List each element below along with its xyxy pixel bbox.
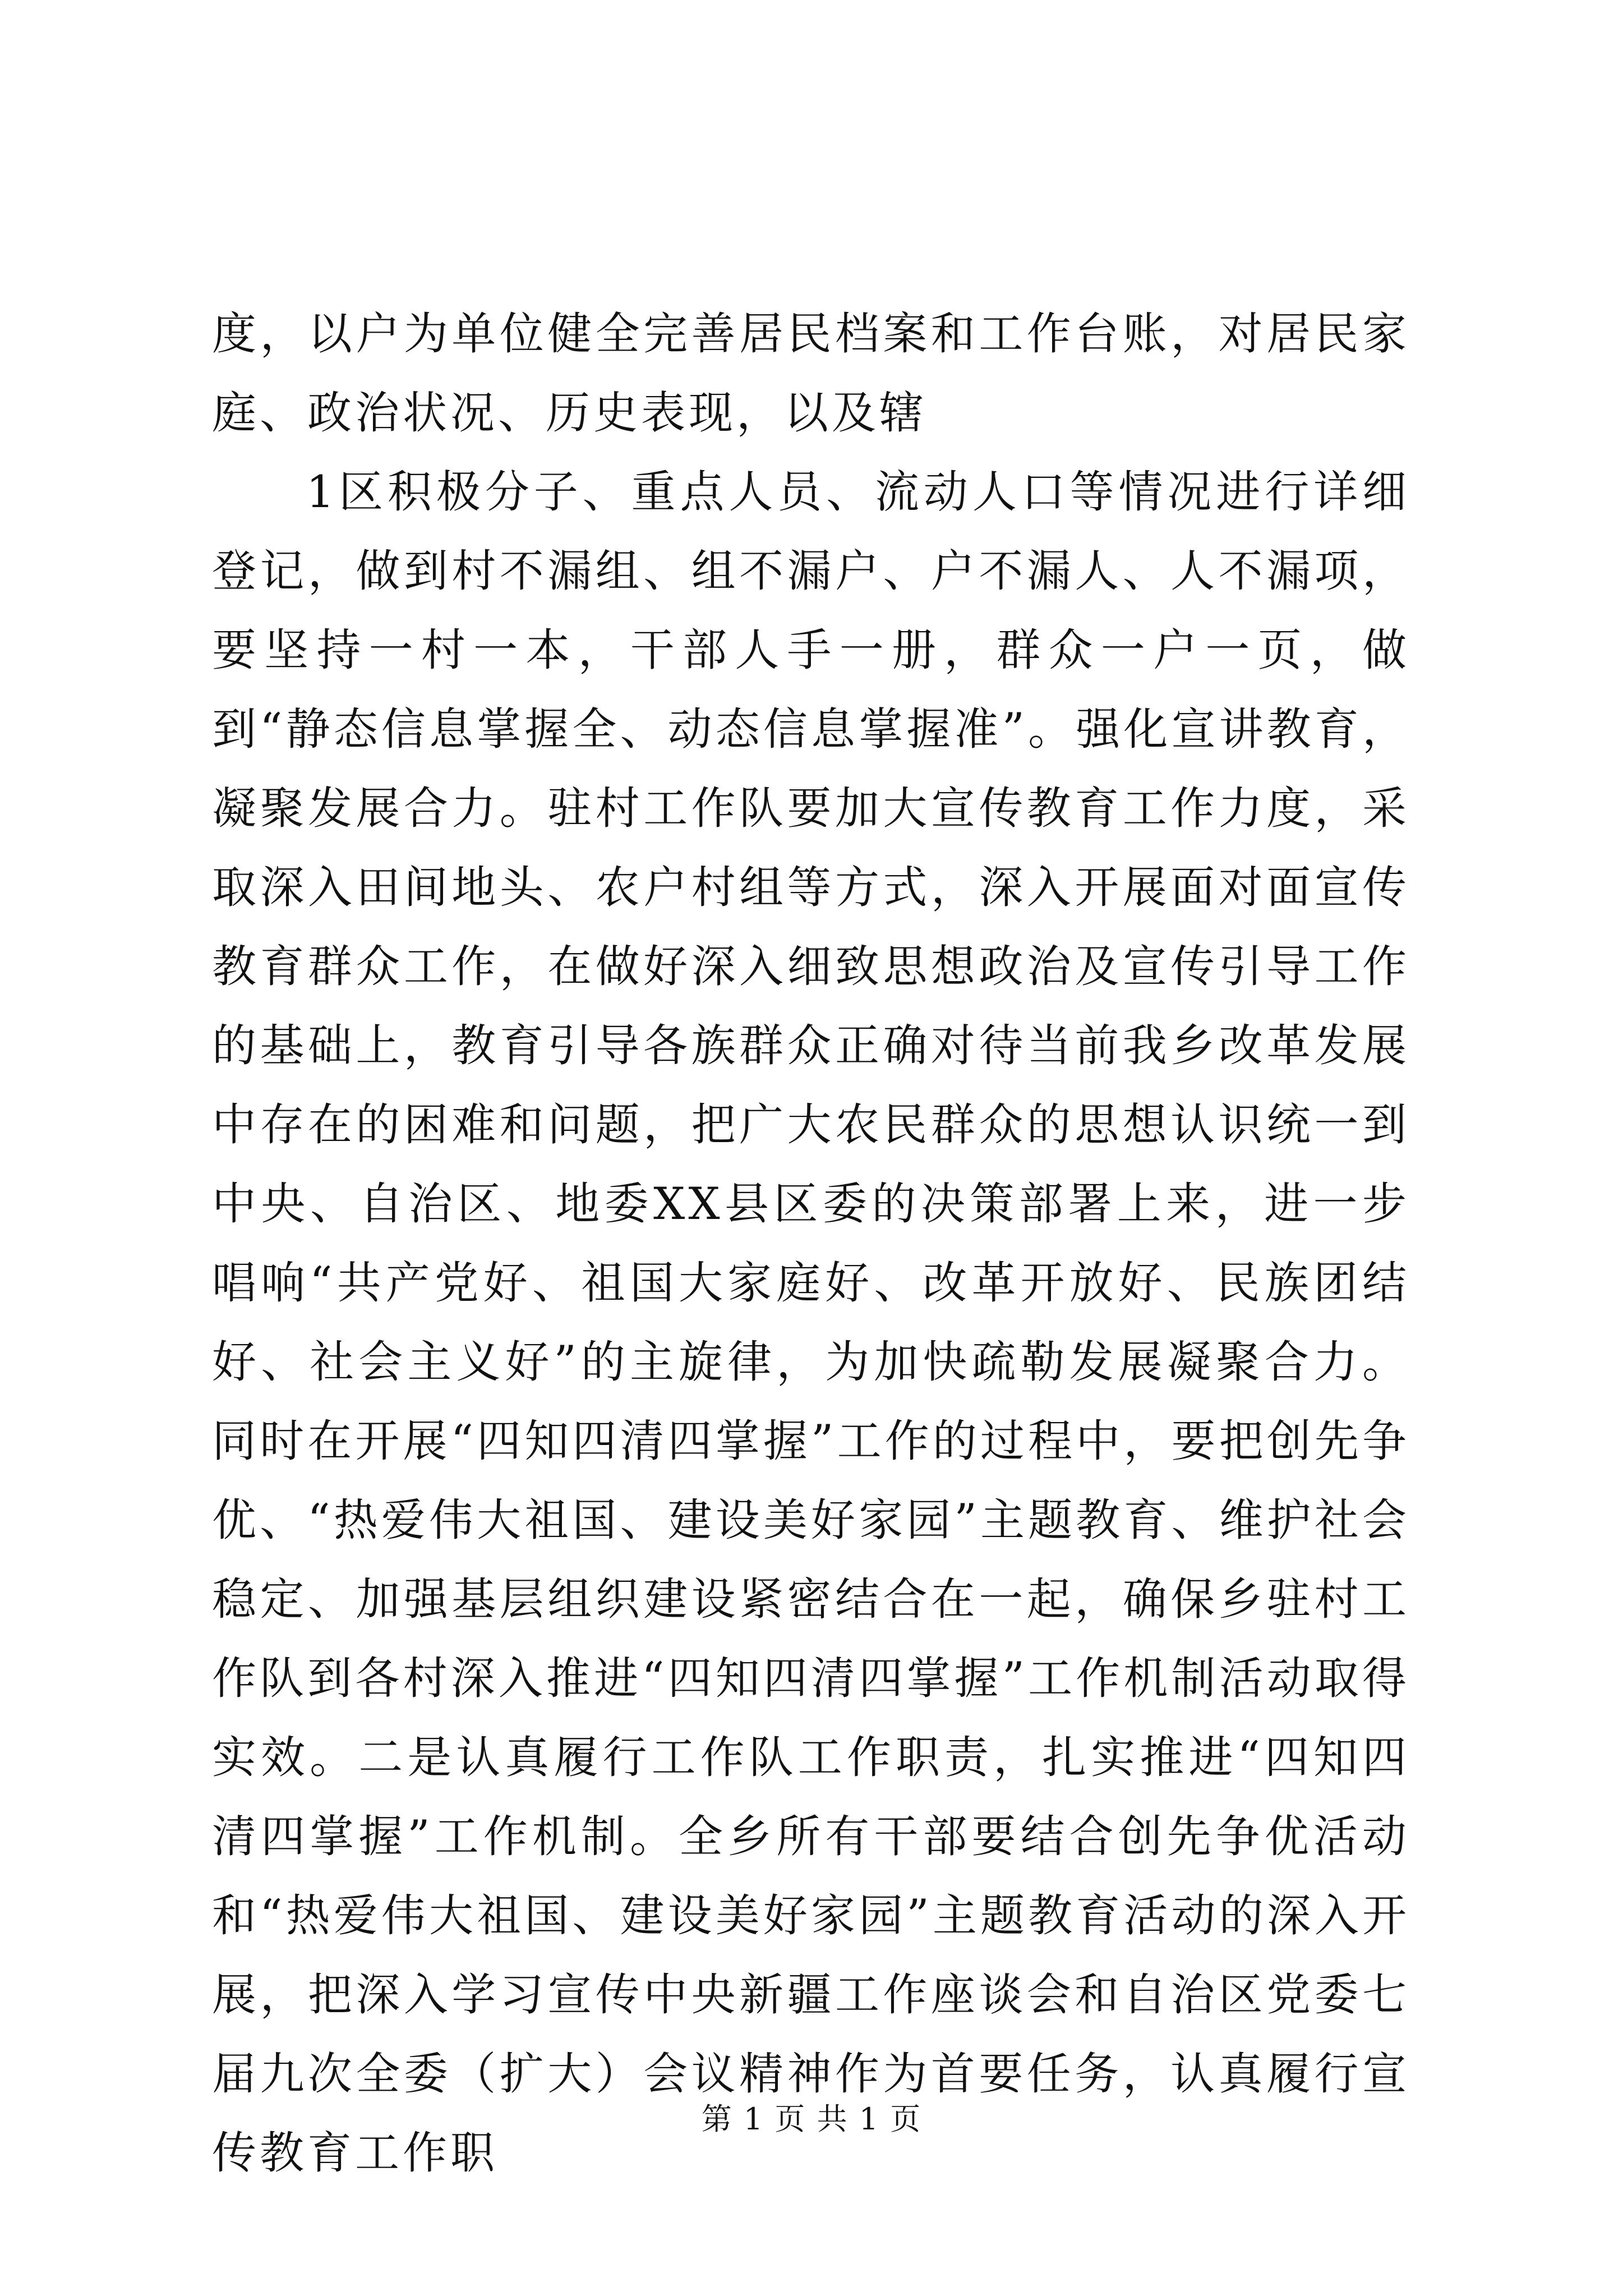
page-footer: 第 1 页 共 1 页: [701, 2101, 922, 2137]
paragraph-continuation: 度，以户为单位健全完善居民档案和工作台账，对居民家庭、政治状况、历史表现，以及辖: [212, 308, 1410, 439]
paragraph-main: 1区积极分子、重点人员、流动人口等情况进行详细登记，做到村不漏组、组不漏户、户不漏人、人不漏项，要坚持一村一本，干部人手一册，群众一户一页，做到“静态信息掌握全、动态信息掌握准”。强化宣讲教育，凝聚发展合力。驻村工作队要加大宣传教育工作力度，采取深入田间地头、农户村组等方式，深入开展面对面宣传教育群众工作，在做好深入细致思想政治及宣传引导工作的基础上，教育引导各族群众正确对待当前我乡改革发展中存在的困难和问题，把广大农民群众的思想认识统一到中央、自治区、地委XX县区委的决策部署上来，进一步唱响“共产党好、祖国大家庭好、改革开放好、民族团结好、社会主义好”的主旋律，为加快疏勒发展凝聚合力。同时在开展“四知四清四掌握”工作的过程中，要把创先争优、“热爱伟大祖国、建设美好家园”主题教育、维护社会稳定、加强基层组织建设紧密结合在一起，确保乡驻村工作队到各村深入推进“四知四清四掌握”工作机制活动取得实效。二是认真履行工作队工作职责，扎实推进“四知四清四掌握”工作机制。全乡所有干部要结合创先争优活动和“热爱伟大祖国、建设美好家园”主题教育活动的深入开展，把深入学习宣传中央新疆工作座谈会和自治区党委七届九次全委（扩大）会议精神作为首要任务，认真履行宣传教育工作职: [212, 466, 1410, 2179]
document-body: [212, 295, 1410, 2193]
